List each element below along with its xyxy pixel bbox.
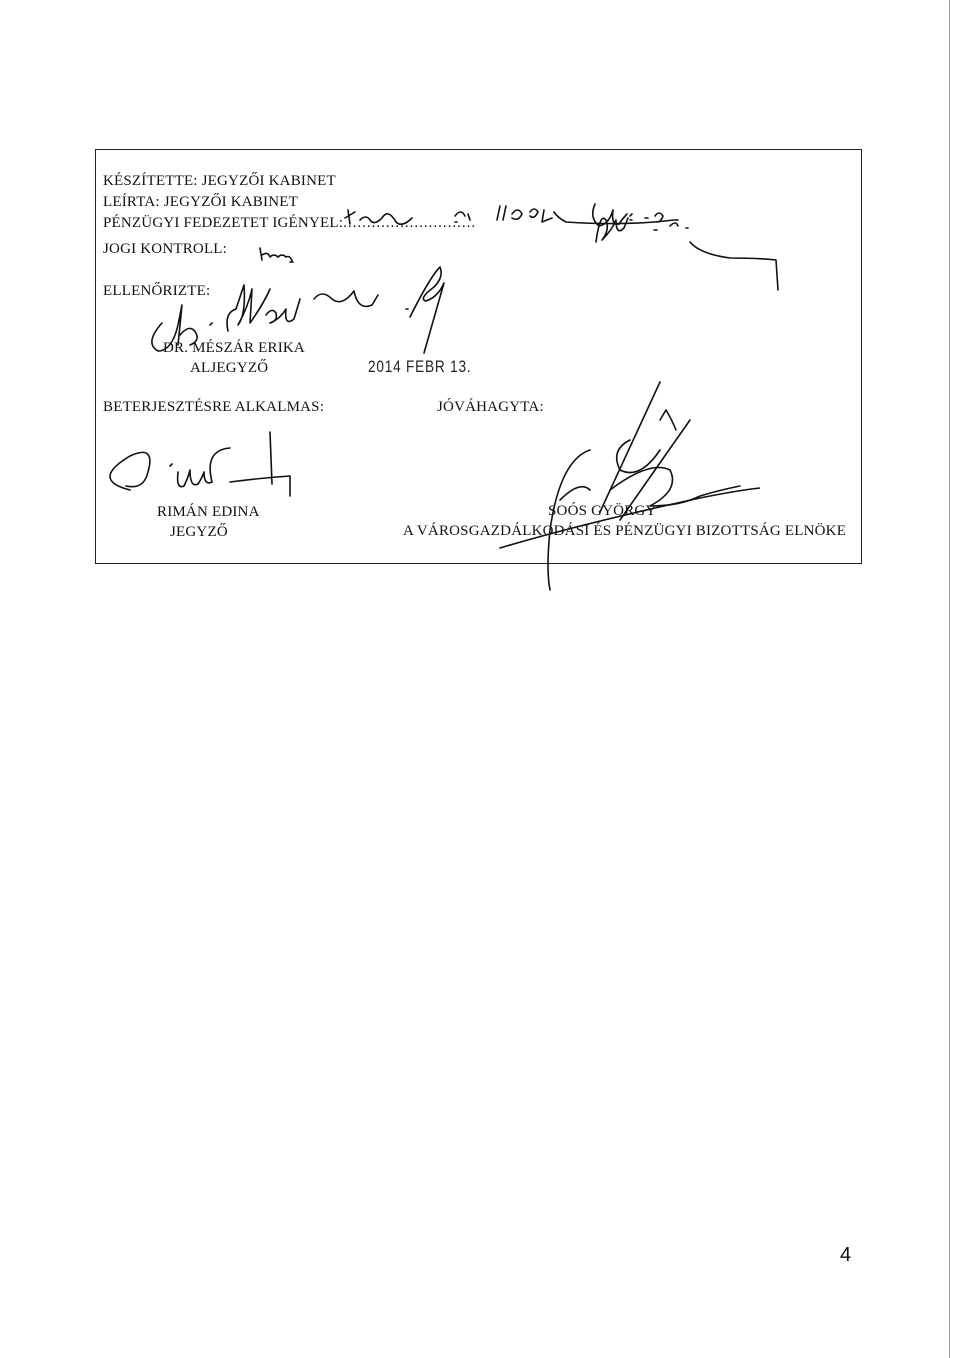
deputy-title: ALJEGYZŐ: [190, 360, 269, 376]
page-number: 4: [840, 1244, 852, 1266]
notary-title: JEGYZŐ: [170, 524, 228, 540]
checked-by-label: ELLENŐRIZTE:: [103, 283, 211, 299]
chair-title: A VÁROSGAZDÁLKODÁSI ÉS PÉNZÜGYI BIZOTTSÁG ELNÖKE: [403, 523, 847, 539]
written-by-line: LEÍRTA: JEGYZŐI KABINET: [103, 194, 298, 210]
prepared-by-line: KÉSZÍTETTE: JEGYZŐI KABINET: [103, 173, 336, 189]
financial-coverage-dots: ............................: [343, 215, 477, 231]
approval-handwritten-mark: [590, 208, 690, 248]
legal-control-initials: [258, 246, 298, 264]
notary-signature: [100, 420, 310, 500]
financial-coverage-text: PÉNZÜGYI FEDEZETET IGÉNYEL:: [103, 215, 344, 231]
date-stamp: 2014 FEBR 13.: [368, 357, 472, 376]
legal-control-label: JOGI KONTROLL:: [103, 241, 228, 257]
chair-signature: [490, 380, 760, 600]
notary-name: RIMÁN EDINA: [157, 504, 260, 520]
chair-name: SOÓS GYÖRGY: [548, 503, 657, 519]
deputy-signature: [140, 265, 460, 365]
submission-label: BETERJESZTÉSRE ALKALMAS:: [103, 399, 325, 415]
deputy-name: DR. MÉSZÁR ERIKA: [163, 340, 305, 356]
approved-label: JÓVÁHAGYTA:: [437, 399, 544, 415]
scan-edge-line: [949, 0, 950, 1358]
